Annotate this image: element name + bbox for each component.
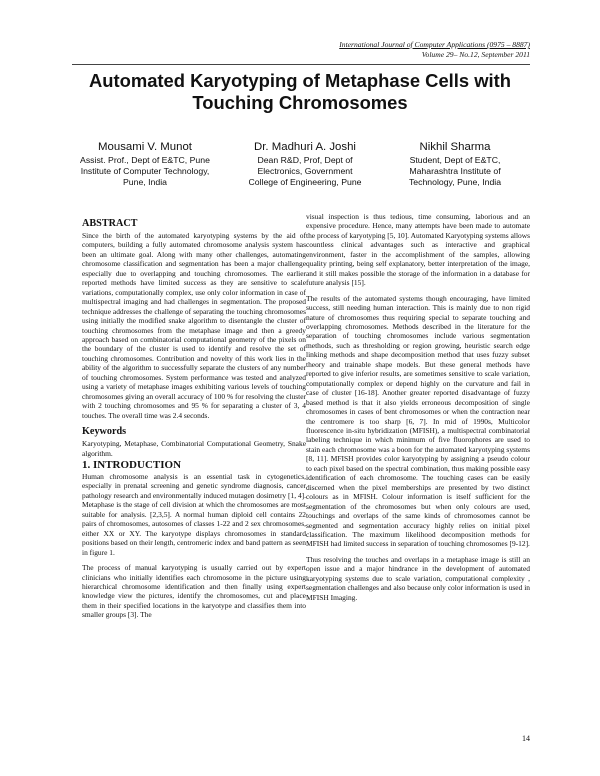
author-affiliation-line: Technology, Pune, India: [408, 177, 502, 187]
introduction-heading: 1. INTRODUCTION: [82, 458, 182, 471]
title-line-1: Automated Karyotyping of Metaphase Cells with: [88, 70, 511, 91]
keywords-heading: Keywords: [82, 426, 127, 438]
journal-volume: Volume 29– No.12, September 2011: [421, 50, 530, 59]
author-1: [60, 140, 230, 188]
author-affiliation-line: Pune, India: [123, 177, 167, 187]
abstract-text: Since the birth of the automated karyotyping systems by the aid of computers, building a fully automated chromosome analysis system has been an ultimate goal. Along with many other challenges, automating chromosome classification and segmentation has been a major challenge especially due to overlapping and touching chromosomes. The earlier reported methods have limited success as they are sensitive to scale variations, computationally complex, use only color information in case of multispectral imaging and had challenges in segmentation. The proposed technique addresses the challenge of separating the touching chromosomes using initially the modified snake algorithm to disentangle the cluster of touching chromosomes from the metaphase image and then a greedy approach based on combinatorial computational geometry of the pixels on the boundary of the cluster is used to identify and resolve the set of touching chromosomes. Contribution and novelty of this work lies in the ability of the algorithm to successfully separate the clusters of any number of touching chromosomes. System performance was tested and analyzed using a variety of metaphase images exhibiting various levels of touching chromosomes giving an overall accuracy of 100 % for resolving the cluster with 2 touching chromosomes and 95 % for separating a cluster of 3, 4 touches. The overall time was 2.4 seconds.: [82, 231, 306, 420]
paper-title: [0, 70, 600, 114]
author-2: [220, 140, 390, 188]
right-paragraph-2: The results of the automated systems though encouraging, have limited success, still needing human interaction. This is mainly due to non rigid nature of chromosomes thus requiring special to separate touching and overlapping chromosomes. Methods described in the literature for the separation of touching chromosomes include various segmentation methods, such as thresholding or region growing, heuristic search edge linking methods and shape decomposition method that uses fuzzy subset theory and trainable shape models. But these general methods have reported to give inferior results, are sometimes sensitive to scale variation, computationally complex or depend highly on the curvature and fail in case of cluster [16-18]. Another greater reported disadvantage of fuzzy based method is that it also yields erroneous decomposition of single chromosomes in cases of bent chromosomes or when the contraction near the centromere is too sharp [6, 7]. In mid of 1990s, Multicolor fluorescence in-situ hybridization (MFISH), a multispectral combinatorial labeling technique in which minimum of five fluorophores are used to stain each chromosome was a boon for the automated karyotyping systems [8, 11]. MFISH provides color karyotyping by assigning a pseudo colour to each pixel based on the spectral combination, thus making possible easy identification of each chromosome. The touching cases can be easily discerned when the pixel memberships are presented by two distinct colours as in MFISH. Colour information is itself sufficient for the segmentation of the chromosomes but when only colours are used, touchings and overlaps of the same kinds of chromosomes cannot be segmented and segmentation accuracy highly relies on initial pixel classification. The maximum likelihood decomposition methods for MFISH had limited success in separation of touching chromosomes [9-12].: [306, 293, 530, 549]
author-affiliation-line: Student, Dept of E&TC,: [409, 155, 501, 165]
right-paragraph-3: Thus resolving the touches and overlaps in a metaphase image is still an open issue and a major hindrance in the development of automated karyotyping systems due to scale variation, computational complexity , segmentation challenges and also because only color information is used in MFISH Imaging.: [306, 554, 530, 602]
page-number: 14: [522, 734, 530, 743]
author-affiliation-line: Maharashtra Institute of: [409, 166, 501, 176]
right-column: [306, 212, 530, 608]
author-3: [370, 140, 540, 188]
author-affiliation-line: Dean R&D, Prof, Dept of: [257, 155, 353, 165]
title-line-2: Touching Chromosomes: [192, 92, 408, 113]
intro-paragraph-1: Human chromosome analysis is an essential task in cytogenetics, especially in prenatal screening and genetic syndrome diagnosis, cancer pathology research and environmentally induced mutagen dosimetry [1, 4]. Metaphase is the stage of cell division at which the chromosomes are most suitable for analysis. [2,3,5]. A normal human diploid cell contains 22 pairs of chromosomes, autosomes of classes 1-22 and 2 sex chromosomes, either XX or XY. The karyotype displays chromosomes in standard positions based on their length, centromeric index and band pattern as seen in figure 1.: [82, 471, 306, 557]
author-affiliation-line: Electronics, Government: [257, 166, 353, 176]
header-rule: [72, 64, 530, 65]
journal-name: International Journal of Computer Applications (0975 – 8887): [339, 40, 530, 49]
left-column: [82, 218, 306, 626]
intro-paragraph-2: The process of manual karyotyping is usually carried out by expert clinicians who initially identifies each chromosome in the picture using hierarchical chromosome identification and then finally using expert knowledge view the pictures, identify the chromosomes, cut and place them in their specified locations in the karyotype and classifies them into smaller groups [3]. The: [82, 563, 306, 620]
right-paragraph-1: visual inspection is thus tedious, time consuming, laborious and an expensive procedure. Hence, many attempts have been made to automate the process of karyotyping [5, 10]. Automated Karyotyping systems allows countless clinical advantages such as interactive and graphical environment, faster in the accomplishment of the samples, allowing quality printing, being self explanatory, better interpretation of the image, and it still makes possible the storage of the information in a database for future analysis [15].: [306, 212, 530, 288]
author-name: Mousami V. Munot: [98, 141, 192, 153]
author-name: Dr. Madhuri A. Joshi: [254, 141, 356, 153]
author-affiliation-line: Institute of Computer Technology,: [80, 166, 210, 176]
author-name: Nikhil Sharma: [419, 141, 491, 153]
abstract-heading: ABSTRACT: [82, 218, 138, 229]
journal-header: [339, 40, 530, 60]
author-affiliation-line: Assist. Prof., Dept of E&TC, Pune: [80, 155, 210, 165]
author-affiliation-line: College of Engineering, Pune: [248, 177, 362, 187]
keywords-text: Karyotyping, Metaphase, Combinatorial Computational Geometry, Snake algorithm.: [82, 439, 306, 458]
